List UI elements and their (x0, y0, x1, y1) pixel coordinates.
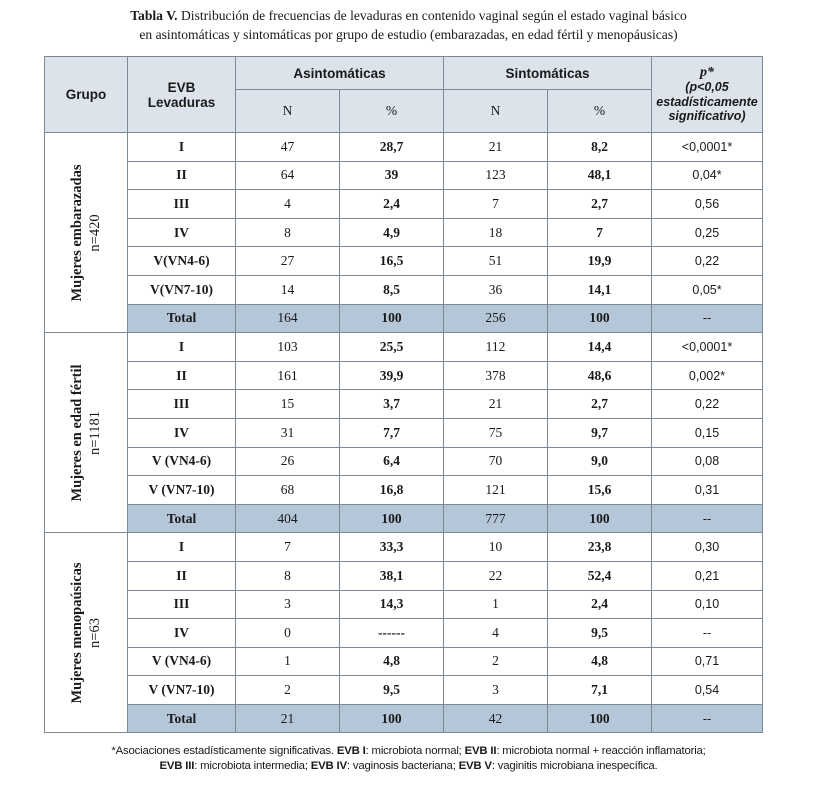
evb-category: V (VN7-10) (128, 476, 236, 505)
p-value-cell: 0,31 (652, 476, 763, 505)
asin-n-cell: 164 (236, 304, 340, 333)
footnote-evb1-desc: : microbiota normal; (365, 745, 465, 757)
asin-n-cell: 2 (236, 676, 340, 705)
caption-line-2: en asintomáticas y sintomáticas por grupo de estudio (embarazadas, en edad fértil y menopáusicas) (139, 27, 678, 42)
table-row (45, 533, 763, 562)
frequency-table (44, 56, 763, 733)
table-row (45, 590, 763, 619)
evb-category: III (128, 590, 236, 619)
p-value-cell: -- (652, 504, 763, 533)
asin-pct-cell: 3,7 (340, 390, 444, 419)
asin-pct-cell: 16,5 (340, 247, 444, 276)
evb-category: V (VN7-10) (128, 676, 236, 705)
asin-pct-cell: 9,5 (340, 676, 444, 705)
header-sin-pct: % (548, 90, 652, 133)
sin-pct-cell: 23,8 (548, 533, 652, 562)
group-label-cell (45, 533, 128, 733)
p-value-cell: 0,25 (652, 218, 763, 247)
p-value-cell: 0,002* (652, 361, 763, 390)
asin-pct-cell: 8,5 (340, 275, 444, 304)
footnote-evb2: EVB II (464, 745, 497, 757)
table-total-row (45, 504, 763, 533)
sin-n-cell: 7 (444, 190, 548, 219)
group-name: Mujeres menopaúsicas (69, 562, 85, 704)
asin-pct-cell: 38,1 (340, 561, 444, 590)
table-row (45, 676, 763, 705)
p-value-cell: 0,21 (652, 561, 763, 590)
sin-n-cell: 4 (444, 619, 548, 648)
evb-category: II (128, 561, 236, 590)
sin-pct-cell: 4,8 (548, 647, 652, 676)
asin-pct-cell: 33,3 (340, 533, 444, 562)
total-label: Total (128, 304, 236, 333)
evb-category: IV (128, 418, 236, 447)
group-label-cell (45, 333, 128, 533)
sin-pct-cell: 7,1 (548, 676, 652, 705)
evb-category: I (128, 133, 236, 162)
sin-pct-cell: 9,5 (548, 619, 652, 648)
sin-n-cell: 36 (444, 275, 548, 304)
sin-pct-cell: 2,7 (548, 390, 652, 419)
evb-category: V(VN7-10) (128, 275, 236, 304)
header-evb-line1: EVB (167, 79, 196, 95)
header-sintomaticas: Sintomáticas (444, 57, 652, 90)
asin-pct-cell: 2,4 (340, 190, 444, 219)
evb-category: II (128, 361, 236, 390)
asin-n-cell: 21 (236, 704, 340, 733)
sin-pct-cell: 48,1 (548, 161, 652, 190)
asin-pct-cell: 6,4 (340, 447, 444, 476)
asin-n-cell: 64 (236, 161, 340, 190)
asin-n-cell: 103 (236, 333, 340, 362)
table-row (45, 333, 763, 362)
sin-n-cell: 70 (444, 447, 548, 476)
p-value-cell: 0,22 (652, 247, 763, 276)
asin-pct-cell: 4,8 (340, 647, 444, 676)
group-n: n=1181 (87, 410, 103, 455)
footnote-intro: *Asociaciones estadísticamente significativas. (111, 745, 337, 757)
sin-n-cell: 51 (444, 247, 548, 276)
evb-category: III (128, 390, 236, 419)
asin-pct-cell: 28,7 (340, 133, 444, 162)
group-label-cell (45, 133, 128, 333)
p-value-cell: 0,04* (652, 161, 763, 190)
sin-pct-cell: 14,1 (548, 275, 652, 304)
asin-pct-cell: 100 (340, 504, 444, 533)
p-value-cell: 0,71 (652, 647, 763, 676)
asin-pct-cell: 16,8 (340, 476, 444, 505)
sin-pct-cell: 2,4 (548, 590, 652, 619)
asin-pct-cell: 39,9 (340, 361, 444, 390)
total-label: Total (128, 704, 236, 733)
header-evb (128, 57, 236, 133)
asin-n-cell: 68 (236, 476, 340, 505)
p-value-cell: 0,54 (652, 676, 763, 705)
sin-n-cell: 18 (444, 218, 548, 247)
caption-line-1 (0, 6, 817, 25)
header-p-line1: (p<0,05 (685, 80, 729, 94)
table-row (45, 218, 763, 247)
asin-pct-cell: 7,7 (340, 418, 444, 447)
asin-pct-cell: 4,9 (340, 218, 444, 247)
asin-n-cell: 31 (236, 418, 340, 447)
evb-category: V (VN4-6) (128, 647, 236, 676)
evb-category: IV (128, 619, 236, 648)
table-row (45, 447, 763, 476)
footnote-line-2 (0, 759, 817, 774)
table-row (45, 561, 763, 590)
sin-pct-cell: 100 (548, 504, 652, 533)
asin-pct-cell: 14,3 (340, 590, 444, 619)
group-name: Mujeres en edad fértil (69, 364, 85, 502)
footnote-line-1 (0, 744, 817, 759)
sin-n-cell: 123 (444, 161, 548, 190)
sin-pct-cell: 2,7 (548, 190, 652, 219)
asin-n-cell: 0 (236, 619, 340, 648)
asin-n-cell: 14 (236, 275, 340, 304)
header-evb-line2: Levaduras (147, 94, 216, 110)
footnote-evb1: EVB I (336, 745, 366, 757)
p-value-cell: 0,05* (652, 275, 763, 304)
sin-n-cell: 75 (444, 418, 548, 447)
asin-n-cell: 161 (236, 361, 340, 390)
table-row (45, 476, 763, 505)
caption-label: Tabla V. (130, 8, 178, 23)
p-value-cell: 0,30 (652, 533, 763, 562)
sin-n-cell: 3 (444, 676, 548, 705)
table-body (45, 133, 763, 733)
sin-pct-cell: 100 (548, 304, 652, 333)
sin-pct-cell: 52,4 (548, 561, 652, 590)
asin-n-cell: 26 (236, 447, 340, 476)
group-n: n=63 (87, 617, 103, 648)
header-p-value (652, 57, 763, 133)
evb-category: III (128, 190, 236, 219)
asin-n-cell: 3 (236, 590, 340, 619)
footnote (0, 744, 817, 774)
footnote-evb4-desc: : vaginosis bacteriana; (346, 760, 459, 772)
sin-pct-cell: 9,7 (548, 418, 652, 447)
asin-n-cell: 404 (236, 504, 340, 533)
sin-pct-cell: 48,6 (548, 361, 652, 390)
table-row (45, 161, 763, 190)
p-value-cell: 0,22 (652, 390, 763, 419)
sin-n-cell: 121 (444, 476, 548, 505)
footnote-evb5: EVB V (458, 760, 492, 772)
asin-pct-cell: 100 (340, 304, 444, 333)
p-value-cell: -- (652, 704, 763, 733)
asin-n-cell: 47 (236, 133, 340, 162)
group-n: n=420 (87, 213, 103, 252)
sin-n-cell: 42 (444, 704, 548, 733)
asin-n-cell: 1 (236, 647, 340, 676)
p-value-cell: <0,0001* (652, 133, 763, 162)
sin-n-cell: 777 (444, 504, 548, 533)
sin-n-cell: 256 (444, 304, 548, 333)
p-value-cell: 0,56 (652, 190, 763, 219)
header-grupo: Grupo (45, 57, 128, 133)
footnote-evb5-desc: : vaginitis microbiana inespecífica. (491, 760, 658, 772)
header-asin-n: N (236, 90, 340, 133)
asin-pct-cell: 100 (340, 704, 444, 733)
sin-pct-cell: 8,2 (548, 133, 652, 162)
evb-category: I (128, 533, 236, 562)
evb-category: IV (128, 218, 236, 247)
table-row (45, 390, 763, 419)
header-sin-n: N (444, 90, 548, 133)
sin-n-cell: 112 (444, 333, 548, 362)
sin-n-cell: 1 (444, 590, 548, 619)
p-value-cell: <0,0001* (652, 333, 763, 362)
asin-pct-cell: ------ (340, 619, 444, 648)
evb-category: I (128, 333, 236, 362)
sin-pct-cell: 15,6 (548, 476, 652, 505)
table-row (45, 361, 763, 390)
table-row (45, 275, 763, 304)
sin-n-cell: 21 (444, 390, 548, 419)
table-total-row (45, 304, 763, 333)
asin-n-cell: 8 (236, 218, 340, 247)
header-p-line2: estadísticamente (656, 94, 758, 109)
evb-category: V (VN4-6) (128, 447, 236, 476)
sin-n-cell: 2 (444, 647, 548, 676)
asin-pct-cell: 39 (340, 161, 444, 190)
sin-pct-cell: 100 (548, 704, 652, 733)
footnote-evb2-desc: : microbiota normal + reacción inflamatoria; (496, 745, 706, 757)
header-asintomaticas: Asintomáticas (236, 57, 444, 90)
asin-n-cell: 4 (236, 190, 340, 219)
table-row (45, 619, 763, 648)
p-value-cell: -- (652, 619, 763, 648)
asin-n-cell: 7 (236, 533, 340, 562)
p-value-cell: 0,08 (652, 447, 763, 476)
footnote-evb3-desc: : microbiota intermedia; (194, 760, 311, 772)
sin-n-cell: 378 (444, 361, 548, 390)
table-row (45, 247, 763, 276)
group-name: Mujeres embarazadas (69, 164, 85, 302)
sin-pct-cell: 9,0 (548, 447, 652, 476)
asin-n-cell: 8 (236, 561, 340, 590)
table-row (45, 647, 763, 676)
sin-pct-cell: 19,9 (548, 247, 652, 276)
caption-title-part-1: Distribución de frecuencias de levaduras en contenido vaginal según el estado vaginal básico (177, 8, 687, 23)
evb-category: V(VN4-6) (128, 247, 236, 276)
header-p-label: p* (700, 64, 714, 80)
sin-n-cell: 21 (444, 133, 548, 162)
asin-n-cell: 27 (236, 247, 340, 276)
group-label (68, 562, 104, 703)
p-value-cell: 0,15 (652, 418, 763, 447)
sin-pct-cell: 7 (548, 218, 652, 247)
header-asin-pct: % (340, 90, 444, 133)
group-label (68, 364, 104, 501)
evb-category: II (128, 161, 236, 190)
p-value-cell: -- (652, 304, 763, 333)
header-p-line3: significativo) (668, 109, 746, 123)
total-label: Total (128, 504, 236, 533)
table-total-row (45, 704, 763, 733)
sin-n-cell: 10 (444, 533, 548, 562)
sin-pct-cell: 14,4 (548, 333, 652, 362)
table-row (45, 133, 763, 162)
p-value-cell: 0,10 (652, 590, 763, 619)
footnote-evb3: EVB III (159, 760, 195, 772)
sin-n-cell: 22 (444, 561, 548, 590)
asin-n-cell: 15 (236, 390, 340, 419)
asin-pct-cell: 25,5 (340, 333, 444, 362)
table-caption (0, 6, 817, 44)
table-row (45, 418, 763, 447)
table-row (45, 190, 763, 219)
footnote-evb4: EVB IV (310, 760, 347, 772)
group-label (68, 164, 104, 301)
